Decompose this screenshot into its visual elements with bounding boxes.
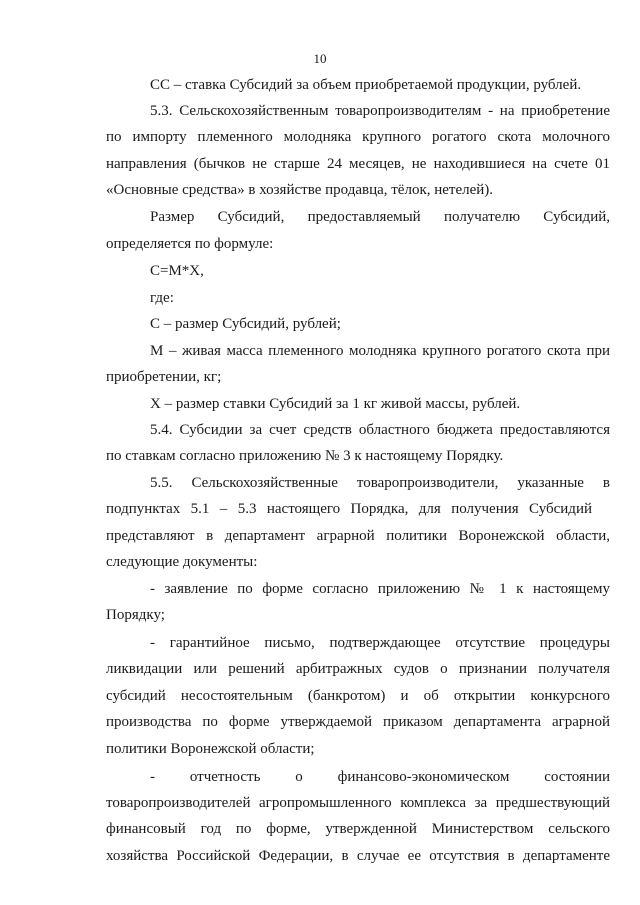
text-line: хозяйства Российской Федерации, в случае ее отсутствия в департаменте bbox=[106, 848, 610, 864]
text-line: приобретении, кг; bbox=[106, 369, 222, 385]
text-line: направления (бычков не старше 24 месяцев, не находившиеся на счете 01 bbox=[106, 156, 610, 172]
text-line: представляют в департамент аграрной политики Воронежской области, bbox=[106, 528, 610, 544]
text-line: Порядку; bbox=[106, 607, 165, 623]
page-number: 10 bbox=[313, 51, 327, 66]
text-line: где: bbox=[150, 290, 174, 306]
text-line: - гарантийное письмо, подтверждающее отсутствие процедуры bbox=[150, 635, 610, 651]
text-line: определяется по формуле: bbox=[106, 236, 274, 252]
text-line: СС – ставка Субсидий за объем приобретаемой продукции, рублей. bbox=[150, 77, 582, 93]
text-line: товаропроизводителей агропромышленного комплекса за предшествующий bbox=[106, 795, 610, 811]
text-line: - заявление по форме согласно приложению № 1 к настоящему bbox=[150, 581, 610, 597]
text-line: подпунктах 5.1 – 5.3 настоящего Порядка, для получения Субсидий bbox=[106, 501, 592, 517]
text-line: ликвидации или решений арбитражных судов о признании получателя bbox=[106, 661, 610, 677]
text-line: 5.3. Сельскохозяйственным товаропроизводителям - на приобретение bbox=[150, 103, 610, 119]
text-line: - отчетность о финансово-экономическом состоянии bbox=[150, 769, 610, 785]
text-line: субсидий несостоятельным (банкротом) и об открытии конкурсного bbox=[106, 688, 610, 704]
text-line: по импорту племенного молодняка крупного рогатого скота молочного bbox=[106, 129, 610, 145]
text-line: С – размер Субсидий, рублей; bbox=[150, 316, 341, 332]
text-line: Размер Субсидий, предоставляемый получателю Субсидий, bbox=[150, 209, 610, 225]
text-line: по ставкам согласно приложению № 3 к настоящему Порядку. bbox=[106, 448, 504, 464]
formula-line: С=М*Х, bbox=[150, 263, 204, 279]
text-line: «Основные средства» в хозяйстве продавца, тёлок, нетелей). bbox=[106, 182, 494, 198]
text-line: 5.4. Субсидии за счет средств областного бюджета предоставляются bbox=[150, 422, 610, 438]
text-line: производства по форме утверждаемой приказом департамента аграрной bbox=[106, 714, 610, 730]
text-line: финансовый год по форме, утвержденной Министерством сельского bbox=[106, 821, 610, 837]
text-line: политики Воронежской области; bbox=[106, 741, 315, 757]
text-line: 5.5. Сельскохозяйственные товаропроизводители, указанные в bbox=[150, 475, 610, 491]
text-line: следующие документы: bbox=[106, 554, 258, 570]
text-line: М – живая масса племенного молодняка крупного рогатого скота при bbox=[150, 343, 610, 359]
text-line: Х – размер ставки Субсидий за 1 кг живой массы, рублей. bbox=[150, 396, 521, 412]
